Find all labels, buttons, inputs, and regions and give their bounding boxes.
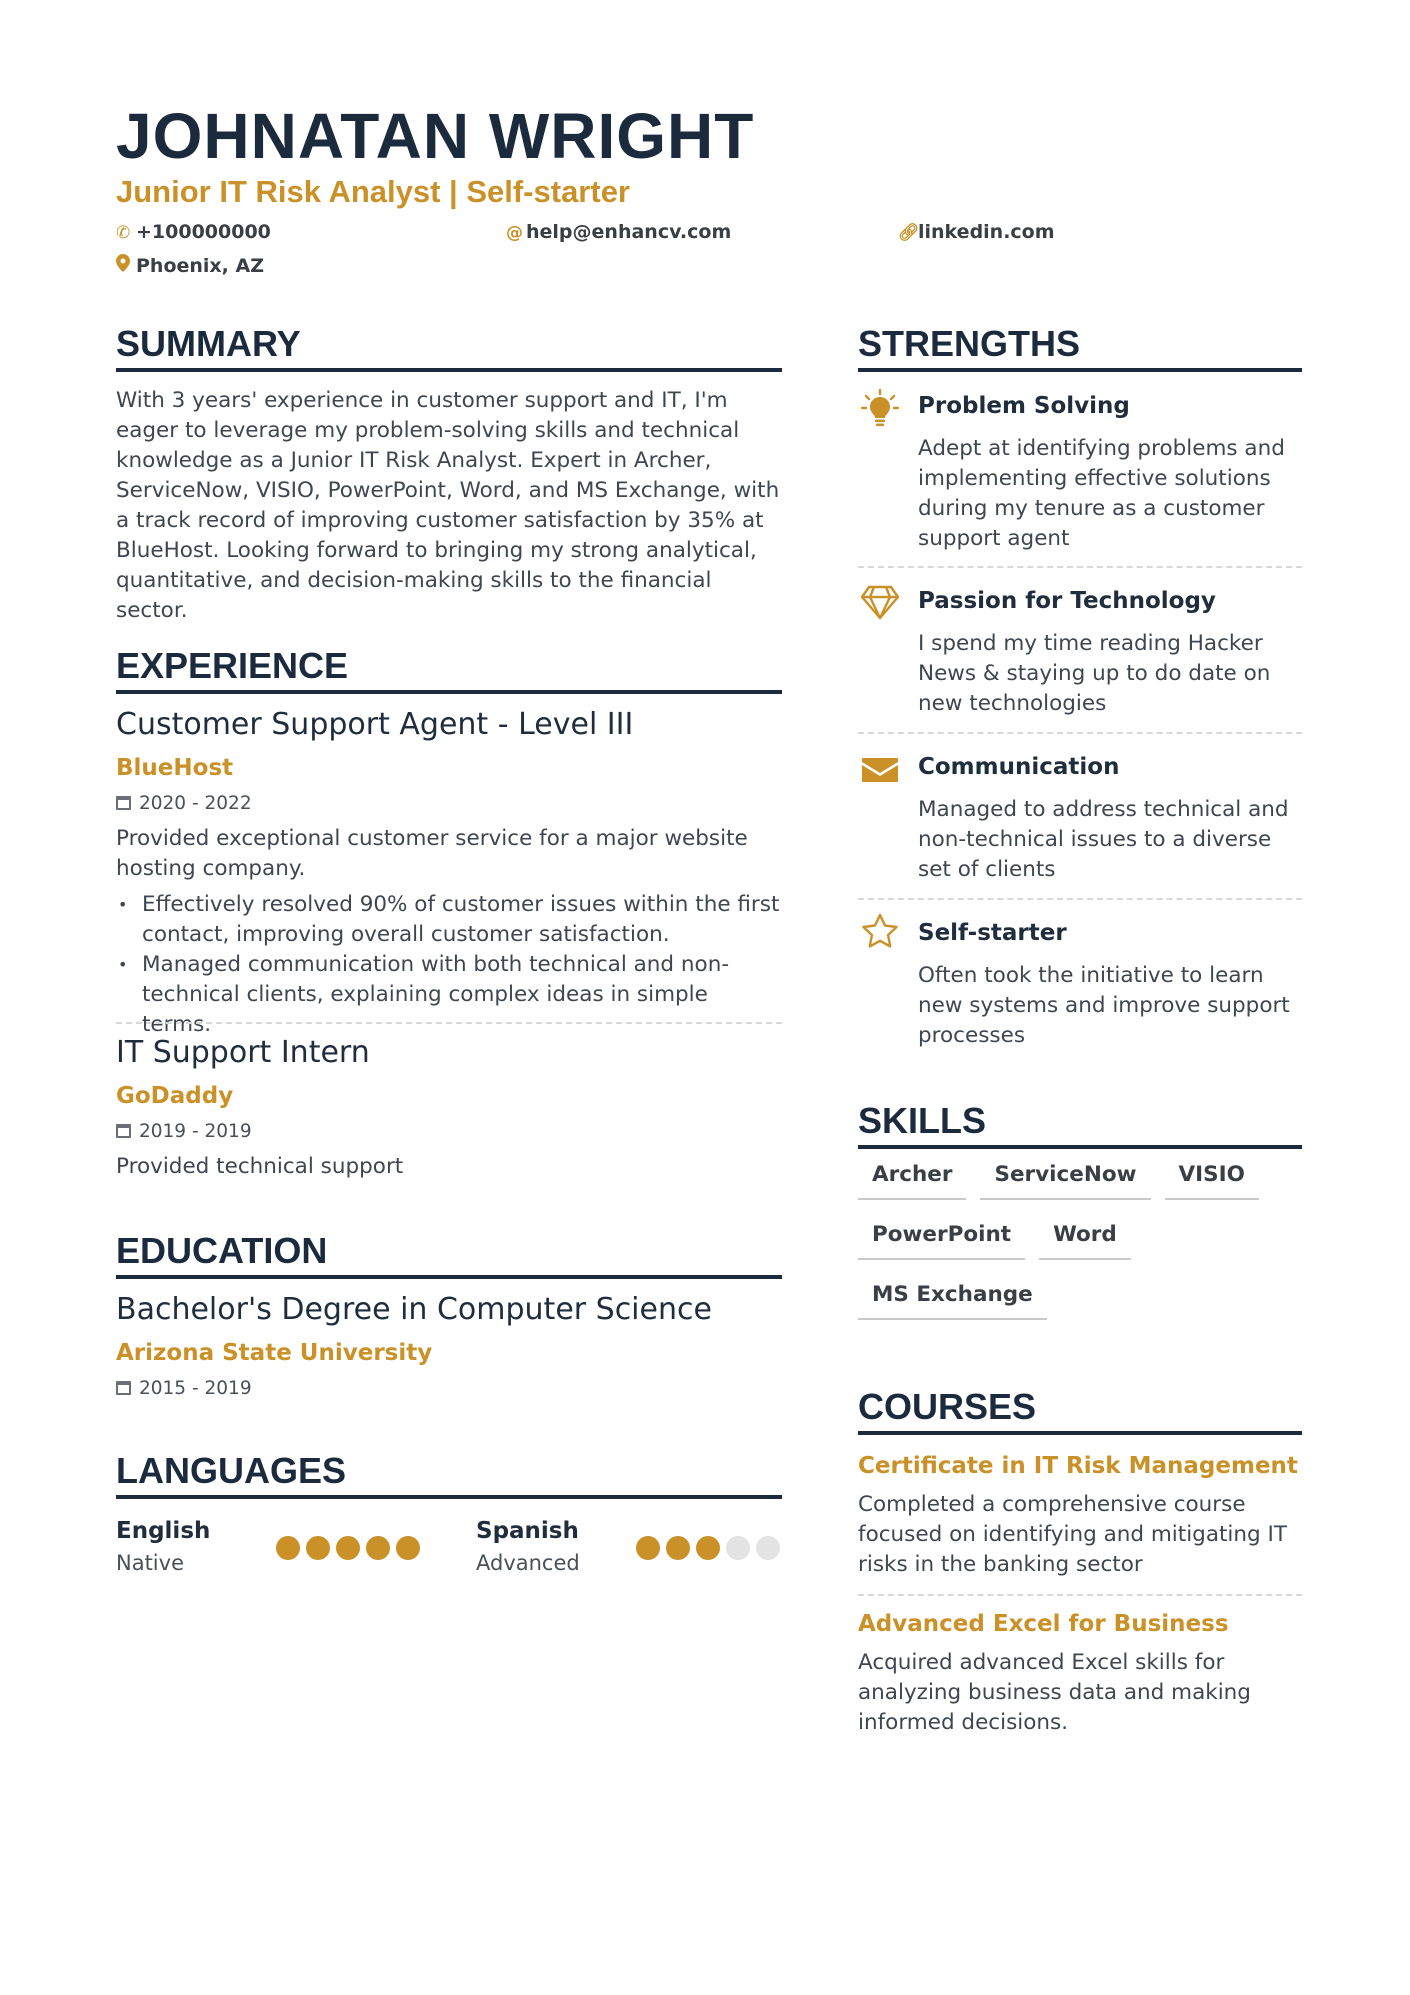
experience-dates <box>116 1120 252 1144</box>
skills-heading: SKILLS <box>858 1099 1302 1149</box>
education-dates-text: 2015 - 2019 <box>139 1378 252 1399</box>
education-school: Arizona State University <box>116 1340 433 1366</box>
strength-description: Often took the initiative to learn new systems and improve support processes <box>918 963 1290 1048</box>
language-rating <box>636 1536 780 1560</box>
calendar-icon <box>116 1381 131 1395</box>
diamond-icon <box>860 582 900 622</box>
strength-title: Communication <box>918 754 1120 780</box>
course-description: Acquired advanced Excel skills for analyzing business data and making informed decisions. <box>858 1650 1251 1735</box>
experience-company: BlueHost <box>116 755 234 781</box>
divider <box>116 1022 782 1024</box>
location-text: Phoenix, AZ <box>136 255 264 277</box>
experience-description: Provided technical support <box>116 1154 404 1179</box>
experience-heading: EXPERIENCE <box>116 644 782 694</box>
language-level: Advanced <box>476 1551 580 1575</box>
strength-description: Adept at identifying problems and implementing effective solutions during my tenure as a customer support agent <box>918 436 1285 551</box>
skill-tag: VISIO <box>1165 1160 1259 1200</box>
phone-icon: ✆ <box>116 223 131 243</box>
strength-title: Passion for Technology <box>918 588 1216 614</box>
divider <box>858 566 1302 568</box>
language-name: Spanish <box>476 1518 579 1544</box>
summary-heading: SUMMARY <box>116 322 782 372</box>
language-level: Native <box>116 1551 184 1575</box>
rating-dot-filled <box>636 1536 660 1560</box>
calendar-icon <box>116 796 131 810</box>
education-degree: Bachelor's Degree in Computer Science <box>116 1292 712 1327</box>
rating-dot-filled <box>396 1536 420 1560</box>
rating-dot-empty <box>756 1536 780 1560</box>
linkedin-text[interactable]: linkedin.com <box>918 221 1055 243</box>
skill-tag: MS Exchange <box>858 1280 1047 1320</box>
course-title: Certificate in IT Risk Management <box>858 1453 1298 1479</box>
rating-dot-filled <box>696 1536 720 1560</box>
experience-role: Customer Support Agent - Level III <box>116 707 634 742</box>
experience-bullet: • Managed communication with both technical and non-technical clients, explaining complex ideas in simple terms. <box>116 950 782 1040</box>
contact-location <box>116 254 264 279</box>
divider <box>858 898 1302 900</box>
contact-linkedin[interactable] <box>898 220 1055 245</box>
divider <box>858 732 1302 734</box>
divider <box>858 1594 1302 1596</box>
rating-dot-filled <box>336 1536 360 1560</box>
experience-description: Provided exceptional customer service for a major website hosting company. <box>116 826 748 881</box>
summary-text: With 3 years' experience in customer support and IT, I'm eager to leverage my problem-solving skills and technical knowledge as a Junior IT Risk Analyst. Expert in Archer, ServiceNow, VISIO, PowerPoint, Word, and MS Exchange, with a track record of improving customer satisfaction by 35% at BlueHost. Looking forward to bringing my strong analytical, quantitative, and decision-making skills to the financial sector. <box>116 388 780 623</box>
course-title: Advanced Excel for Business <box>858 1611 1229 1637</box>
link-icon: 🔗︎ <box>898 223 920 243</box>
phone-text: +100000000 <box>136 221 271 243</box>
calendar-icon <box>116 1124 131 1138</box>
rating-dot-filled <box>666 1536 690 1560</box>
rating-dot-filled <box>306 1536 330 1560</box>
experience-bullet: • Effectively resolved 90% of customer issues within the first contact, improving overall customer satisfaction. <box>116 890 782 950</box>
experience-dates-text: 2020 - 2022 <box>139 793 252 814</box>
rating-dot-filled <box>366 1536 390 1560</box>
skill-tag: Word <box>1039 1220 1131 1260</box>
skill-tag: Archer <box>858 1160 966 1200</box>
education-heading: EDUCATION <box>116 1229 782 1279</box>
experience-role: IT Support Intern <box>116 1035 370 1070</box>
strength-title: Problem Solving <box>918 393 1130 419</box>
language-rating <box>276 1536 420 1560</box>
strength-title: Self-starter <box>918 920 1067 946</box>
star-icon <box>860 912 900 952</box>
strength-description: Managed to address technical and non-technical issues to a diverse set of clients <box>918 797 1289 882</box>
strengths-heading: STRENGTHS <box>858 322 1302 372</box>
languages-heading: LANGUAGES <box>116 1449 782 1499</box>
lightbulb-icon <box>860 388 900 428</box>
rating-dot-filled <box>276 1536 300 1560</box>
candidate-name: JOHNATAN WRIGHT <box>116 100 755 172</box>
experience-bullets <box>116 890 782 1040</box>
language-name: English <box>116 1518 211 1544</box>
experience-dates-text: 2019 - 2019 <box>139 1121 252 1142</box>
skill-tag: ServiceNow <box>980 1160 1150 1200</box>
contact-email[interactable] <box>506 220 731 245</box>
candidate-title: Junior IT Risk Analyst | Self-starter <box>116 174 630 209</box>
skill-tag: PowerPoint <box>858 1220 1025 1260</box>
education-dates <box>116 1377 252 1401</box>
at-icon: @ <box>506 223 523 243</box>
email-text[interactable]: help@enhancv.com <box>526 221 732 243</box>
contact-phone <box>116 220 271 245</box>
envelope-icon <box>860 750 900 790</box>
rating-dot-empty <box>726 1536 750 1560</box>
course-description: Completed a comprehensive course focused on identifying and mitigating IT risks in the banking sector <box>858 1492 1287 1577</box>
experience-dates <box>116 792 252 816</box>
experience-company: GoDaddy <box>116 1083 234 1109</box>
map-pin-icon <box>116 254 136 279</box>
skills-list <box>858 1160 1302 1320</box>
strength-description: I spend my time reading Hacker News & staying up to do date on new technologies <box>918 631 1271 716</box>
courses-heading: COURSES <box>858 1385 1302 1435</box>
